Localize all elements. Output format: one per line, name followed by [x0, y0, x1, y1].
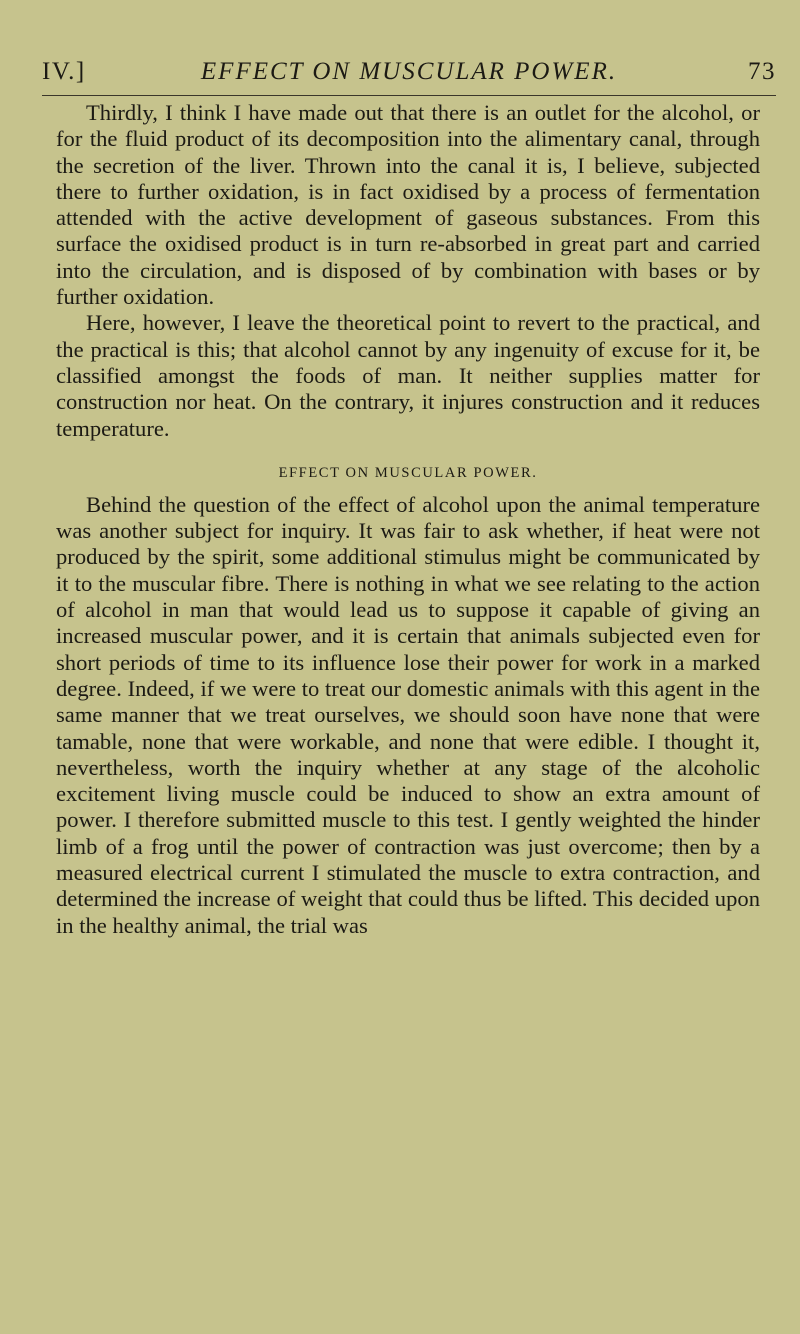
paragraph-1: Thirdly, I think I have made out that there is an outlet for the alcohol, or for the fluid product of its decomposition into the alimentary canal, through the secretion of the liver. Thrown into the canal it is, I believe, subjected there to further oxidation, is in fact oxidised by a process of fermentation attended with the active development of gaseous substances. From this surface the oxidised product is in turn re-absorbed in great part and carried into the circulation, and is disposed of by combination with bases or by further oxidation.	[56, 100, 760, 310]
paragraph-3: Behind the question of the effect of alcohol upon the animal temperature was another subject for inquiry. It was fair to ask whether, if heat were not produced by the spirit, some additional stimulus might be communicated by it to the muscular fibre. There is nothing in what we see relating to the action of alcohol in man that would lead us to suppose it capable of giving an increased muscular power, and it is certain that animals subjected even for short periods of time to its influence lose their power for work in a marked degree. Indeed, if we were to treat our domestic animals with this agent in the same manner that we treat ourselves, we should soon have none that were tamable, none that were workable, and none that were edible. I thought it, nevertheless, worth the inquiry whether at any stage of the alcoholic excitement living muscle could be induced to show an extra amount of power. I therefore submitted muscle to this test. I gently weighted the hinder limb of a frog until the power of contraction was just overcome; then by a measured electrical current I stimulated the muscle to extra contraction, and determined the increase of weight that could thus be lifted. This decided upon in the healthy animal, the trial was	[56, 491, 760, 938]
running-title: EFFECT ON MUSCULAR POWER.	[200, 58, 618, 85]
body-text	[56, 100, 760, 939]
paragraph-2: Here, however, I leave the theoretical point to revert to the practical, and the practical is this; that alcohol cannot by any ingenuity of excuse for it, be classified amongst the foods of man. It neither supplies matter for construction nor heat. On the contrary, it injures construction and it reduces temperature.	[56, 310, 760, 441]
page-number: 73	[748, 58, 776, 85]
header-rule	[42, 95, 776, 96]
running-header	[42, 58, 776, 90]
section-heading: EFFECT ON MUSCULAR POWER.	[278, 464, 538, 481]
chapter-number: IV.]	[42, 58, 86, 85]
